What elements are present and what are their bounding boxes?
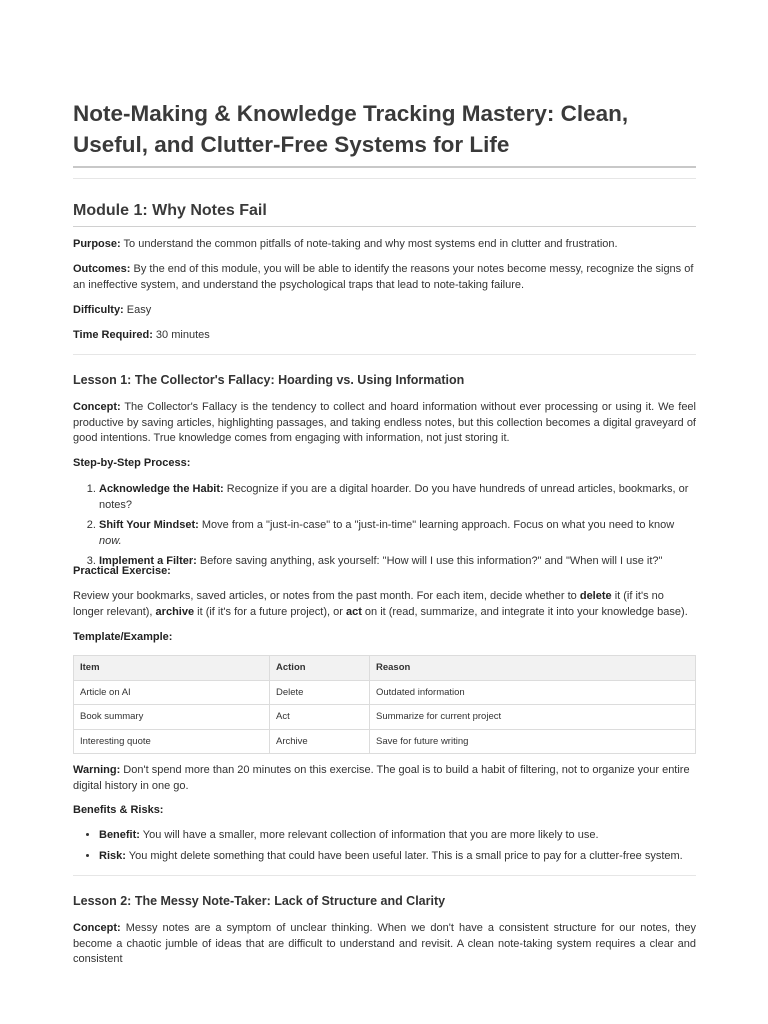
table-header-cell: Action bbox=[270, 656, 370, 681]
list-item: • Benefit: You will have a smaller, more relevant collection of information that you are more likely to use. bbox=[99, 828, 696, 844]
table-row bbox=[74, 705, 696, 730]
steps-list bbox=[73, 482, 696, 570]
table-row bbox=[74, 680, 696, 705]
exercise-text: Review your bookmarks, saved articles, or notes from the past month. For each item, decide whether to delete it (if it's no longer relevant), archive it (if it's for a future project), or act on it (read, summarize, and integrate it into your knowledge base). bbox=[73, 590, 688, 618]
section-divider bbox=[73, 178, 696, 179]
module-heading: Module 1: Why Notes Fail bbox=[73, 202, 267, 219]
step-item: 3. Implement a Filter: Before saving anything, ask yourself: "How will I use this information?" and "When will I use it?" bbox=[99, 554, 696, 570]
table-row bbox=[74, 729, 696, 754]
title-divider bbox=[73, 166, 696, 168]
steps-heading: Step-by-Step Process: bbox=[73, 457, 191, 469]
step-item: 2. Shift Your Mindset: Move from a "just-in-case" to a "just-in-time" learning approach. Focus on what you need to know now. bbox=[99, 518, 696, 549]
table-header-row bbox=[74, 656, 696, 681]
benefits-list bbox=[73, 828, 696, 864]
table-cell: Save for future writing bbox=[370, 729, 696, 754]
module-time: Time Required: 30 minutes bbox=[73, 329, 210, 341]
table-cell: Summarize for current project bbox=[370, 705, 696, 730]
example-table bbox=[73, 655, 696, 754]
template-heading: Template/Example: bbox=[73, 631, 173, 643]
table-header-cell: Item bbox=[74, 656, 270, 681]
lesson2-divider bbox=[73, 875, 696, 876]
module-heading-underline bbox=[73, 226, 696, 227]
module-purpose: Purpose: To understand the common pitfalls of note-taking and why most systems end in clutter and frustration. bbox=[73, 238, 618, 250]
table-cell: Book summary bbox=[74, 705, 270, 730]
table-cell: Article on AI bbox=[74, 680, 270, 705]
table-cell: Interesting quote bbox=[74, 729, 270, 754]
lesson2-heading: Lesson 2: The Messy Note-Taker: Lack of Structure and Clarity bbox=[73, 894, 446, 908]
step-item: 1. Acknowledge the Habit: Recognize if you are a digital hoarder. Do you have hundreds of unread articles, bookmarks, or notes? bbox=[99, 482, 696, 513]
page-title: Note-Making & Knowledge Tracking Mastery: Clean, Useful, and Clutter-Free Systems for Life bbox=[73, 101, 629, 157]
lesson1-divider bbox=[73, 354, 696, 355]
warning-text: Warning: Don't spend more than 20 minutes on this exercise. The goal is to build a habit of filtering, not to organize your entire digital history in one go. bbox=[73, 764, 690, 792]
table-cell: Act bbox=[270, 705, 370, 730]
list-item: • Risk: You might delete something that could have been useful later. This is a small price to pay for a clutter-free system. bbox=[99, 849, 696, 865]
lesson1-concept: Concept: The Collector's Fallacy is the tendency to collect and hoard information without ever processing or using it. We feel productive by saving articles, highlighting passages, and taking endless notes, but this collection becomes a digital graveyard of good intentions. True knowledge comes from engaging with information, not just storing it. bbox=[73, 401, 696, 444]
table-header-cell: Reason bbox=[370, 656, 696, 681]
lesson2-concept: Concept: Messy notes are a symptom of unclear thinking. When we don't have a consistent structure for our notes, they become a chaotic jumble of ideas that are difficult to understand and revisit. A clean note-taking system requires a clear and consistent bbox=[73, 922, 696, 965]
table-cell: Delete bbox=[270, 680, 370, 705]
exercise-heading: Practical Exercise: bbox=[73, 565, 171, 577]
module-difficulty: Difficulty: Easy bbox=[73, 304, 152, 316]
lesson1-heading: Lesson 1: The Collector's Fallacy: Hoarding vs. Using Information bbox=[73, 373, 465, 387]
table-cell: Archive bbox=[270, 729, 370, 754]
benefits-heading: Benefits & Risks: bbox=[73, 804, 164, 816]
table-cell: Outdated information bbox=[370, 680, 696, 705]
module-outcomes: Outcomes: By the end of this module, you will be able to identify the reasons your notes become messy, recognize the signs of an ineffective system, and understand the psychological traps that lead to note-taking failure. bbox=[73, 263, 694, 291]
